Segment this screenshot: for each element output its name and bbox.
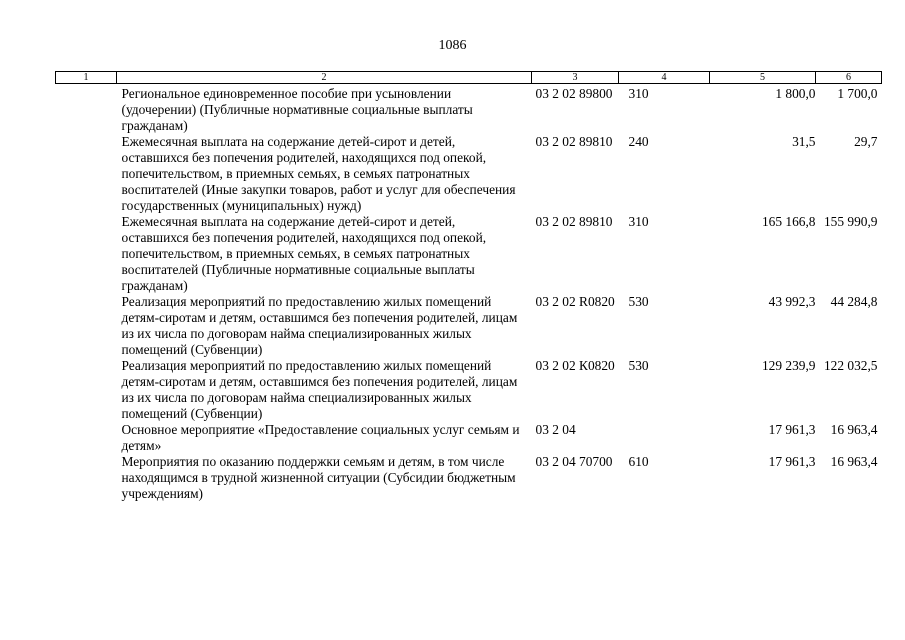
table-row bbox=[56, 358, 882, 422]
table-row bbox=[56, 422, 882, 454]
amount-col6: 44 284,8 bbox=[830, 294, 878, 309]
table-row bbox=[56, 84, 882, 135]
column-header-4: 4 bbox=[619, 72, 710, 84]
target-code: 03 2 02 К0820 bbox=[535, 358, 615, 373]
row-blank-cell bbox=[56, 358, 117, 422]
table-row bbox=[56, 454, 882, 502]
expense-name: Ежемесячная выплата на содержание детей-сирот и детей, оставшихся без попечения родителей, находящихся под опекой, попечительством, в приемных семьях, в семьях патронатных воспитателей (Публичные нормативные социальные выплаты гражданам) bbox=[121, 214, 487, 293]
expense-type-code: 310 bbox=[628, 214, 649, 229]
table-header bbox=[56, 72, 882, 84]
table-row bbox=[56, 134, 882, 214]
row-blank-cell bbox=[56, 294, 117, 358]
expense-type-code: 530 bbox=[628, 294, 649, 309]
amount-col6: 122 032,5 bbox=[823, 358, 878, 373]
amount-col5: 17 961,3 bbox=[768, 454, 816, 469]
expense-name: Региональное единовременное пособие при усыновлении (удочерении) (Публичные нормативные социальные выплаты гражданам) bbox=[121, 86, 473, 133]
amount-col6: 1 700,0 bbox=[837, 86, 878, 101]
column-header-1: 1 bbox=[56, 72, 117, 84]
table-row bbox=[56, 294, 882, 358]
budget-table bbox=[55, 71, 882, 502]
amount-col6: 16 963,4 bbox=[830, 454, 878, 469]
expense-type-code: 310 bbox=[628, 86, 649, 101]
expense-type-code: 530 bbox=[628, 358, 649, 373]
column-header-2: 2 bbox=[117, 72, 532, 84]
row-blank-cell bbox=[56, 454, 117, 502]
column-header-3: 3 bbox=[532, 72, 619, 84]
row-blank-cell bbox=[56, 422, 117, 454]
page-number: 1086 bbox=[438, 38, 467, 53]
expense-type-code bbox=[619, 422, 710, 454]
target-code: 03 2 02 89810 bbox=[535, 214, 613, 229]
amount-col5: 129 239,9 bbox=[761, 358, 816, 373]
column-number-row bbox=[56, 72, 882, 84]
expense-name: Реализация мероприятий по предоставлению жилых помещений детям-сиротам и детям, оставшимся без попечения родителей, лицам из их числа по договорам найма специализированных жилых помещений (Субвенции) bbox=[121, 294, 518, 357]
expense-name: Основное мероприятие «Предоставление социальных услуг семьям и детям» bbox=[121, 422, 520, 453]
amount-col5: 31,5 bbox=[792, 134, 816, 149]
amount-col6: 155 990,9 bbox=[823, 214, 878, 229]
target-code: 03 2 04 bbox=[535, 422, 576, 437]
amount-col6: 29,7 bbox=[854, 134, 878, 149]
amount-col5: 165 166,8 bbox=[761, 214, 816, 229]
amount-col6: 16 963,4 bbox=[830, 422, 878, 437]
column-header-5: 5 bbox=[710, 72, 816, 84]
row-blank-cell bbox=[56, 84, 117, 135]
row-blank-cell bbox=[56, 214, 117, 294]
expense-type-code: 610 bbox=[628, 454, 649, 469]
expense-name: Реализация мероприятий по предоставлению жилых помещений детям-сиротам и детям, оставшимся без попечения родителей, лицам из их числа по договорам найма специализированных жилых помещений (Субвенции) bbox=[121, 358, 518, 421]
target-code: 03 2 02 89800 bbox=[535, 86, 613, 101]
expense-name: Мероприятия по оказанию поддержки семьям и детям, в том числе находящимся в трудной жизненной ситуации (Субсидии бюджетным учреждениям) bbox=[121, 454, 516, 501]
target-code: 03 2 02 89810 bbox=[535, 134, 613, 149]
target-code: 03 2 02 R0820 bbox=[535, 294, 615, 309]
target-code: 03 2 04 70700 bbox=[535, 454, 613, 469]
row-blank-cell bbox=[56, 134, 117, 214]
expense-type-code: 240 bbox=[628, 134, 649, 149]
amount-col5: 43 992,3 bbox=[768, 294, 816, 309]
table-row bbox=[56, 214, 882, 294]
table-body bbox=[56, 84, 882, 503]
expense-name: Ежемесячная выплата на содержание детей-сирот и детей, оставшихся без попечения родителей, находящихся под опекой, попечительством, в приемных семьях, в семьях патронатных воспитателей (Иные закупки товаров, работ и услуг для обеспечения государственных (муниципальных) нужд) bbox=[121, 134, 516, 213]
amount-col5: 1 800,0 bbox=[775, 86, 816, 101]
amount-col5: 17 961,3 bbox=[768, 422, 816, 437]
column-header-6: 6 bbox=[816, 72, 882, 84]
